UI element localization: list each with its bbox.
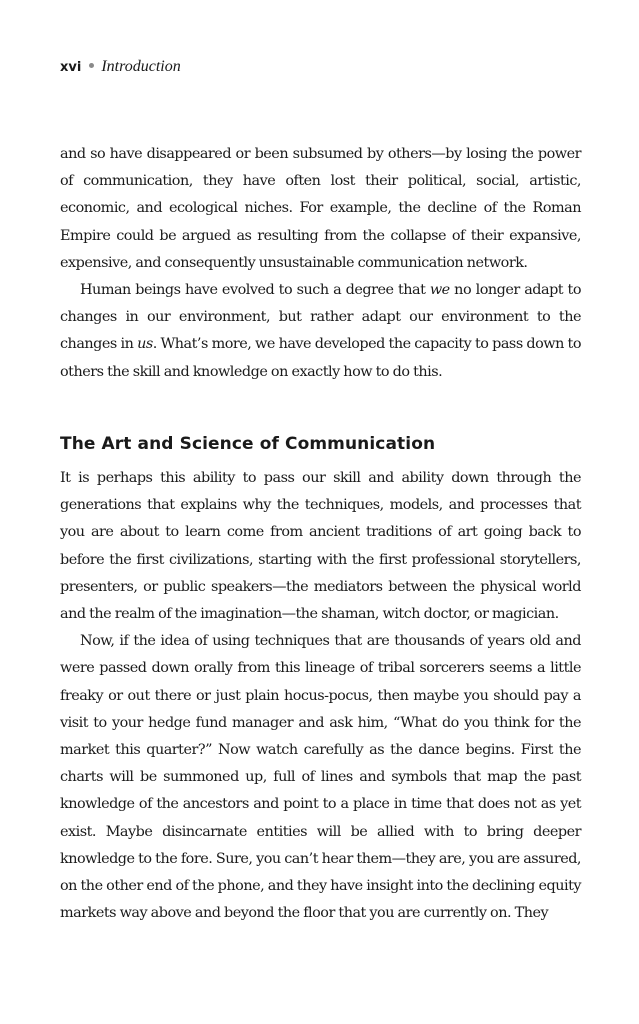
paragraph-2-text-a: Human beings have evolved to such a degree that: [80, 282, 430, 299]
section-heading: The Art and Science of Communication: [60, 434, 436, 454]
paragraph-2-text-c: . What’s more, we have developed the capacity to pass down to others the skill and knowledge on exactly how to do this.: [60, 336, 582, 380]
paragraph-1: and so have disappeared or been subsumed by others—by losing the power of communication, they have often lost their political, social, artistic, economic, and ecological niches. For example, the decline of the Roman Empire could be argued as resulting from the collapse of their expansive, expensive, and consequently unsustainable communication network.: [60, 146, 581, 271]
page-number: xvi: [60, 60, 82, 75]
bullet-separator-icon: [89, 63, 94, 68]
intro-text-block: [60, 141, 581, 386]
running-header: [60, 57, 181, 78]
paragraph-3: It is perhaps this ability to pass our skill and ability down through the generations that explains why the techniques, models, and processes that you are about to learn come from ancient traditions of art going back to before the first civilizations, starting with the first professional storytellers, presenters, or public speakers—the mediators between the physical world and the realm of the imagination—the shaman, witch doctor, or magician.: [60, 470, 581, 623]
running-title: Introduction: [101, 58, 181, 75]
paragraph-2-text-b: no longer adapt to changes in our environment, but rather adapt our environment to the changes in: [60, 282, 582, 353]
emphasis-us: us: [137, 336, 153, 353]
paragraph-4: Now, if the idea of using techniques that are thousands of years old and were passed down orally from this lineage of tribal sorcerers seems a little freaky or out there or just plain hocus-pocus, then maybe you should pay a visit to your hedge fund manager and ask him, “What do you think for the market this quarter?” Now watch carefully as the dance begins. First the charts will be summoned up, full of lines and symbols that map the past knowledge of the ancestors and point to a place in time that does not as yet exist. Maybe disincarnate entities will be allied with to bring deeper knowledge to the fore. Sure, you can’t hear them—they are, you are assured, on the other end of the phone, and they have insight into the declining equity markets way above and beyond the floor that you are currently on. They: [60, 633, 581, 922]
emphasis-we: we: [429, 282, 450, 299]
section-text-block: [60, 465, 581, 927]
paragraph-2: [60, 277, 581, 386]
